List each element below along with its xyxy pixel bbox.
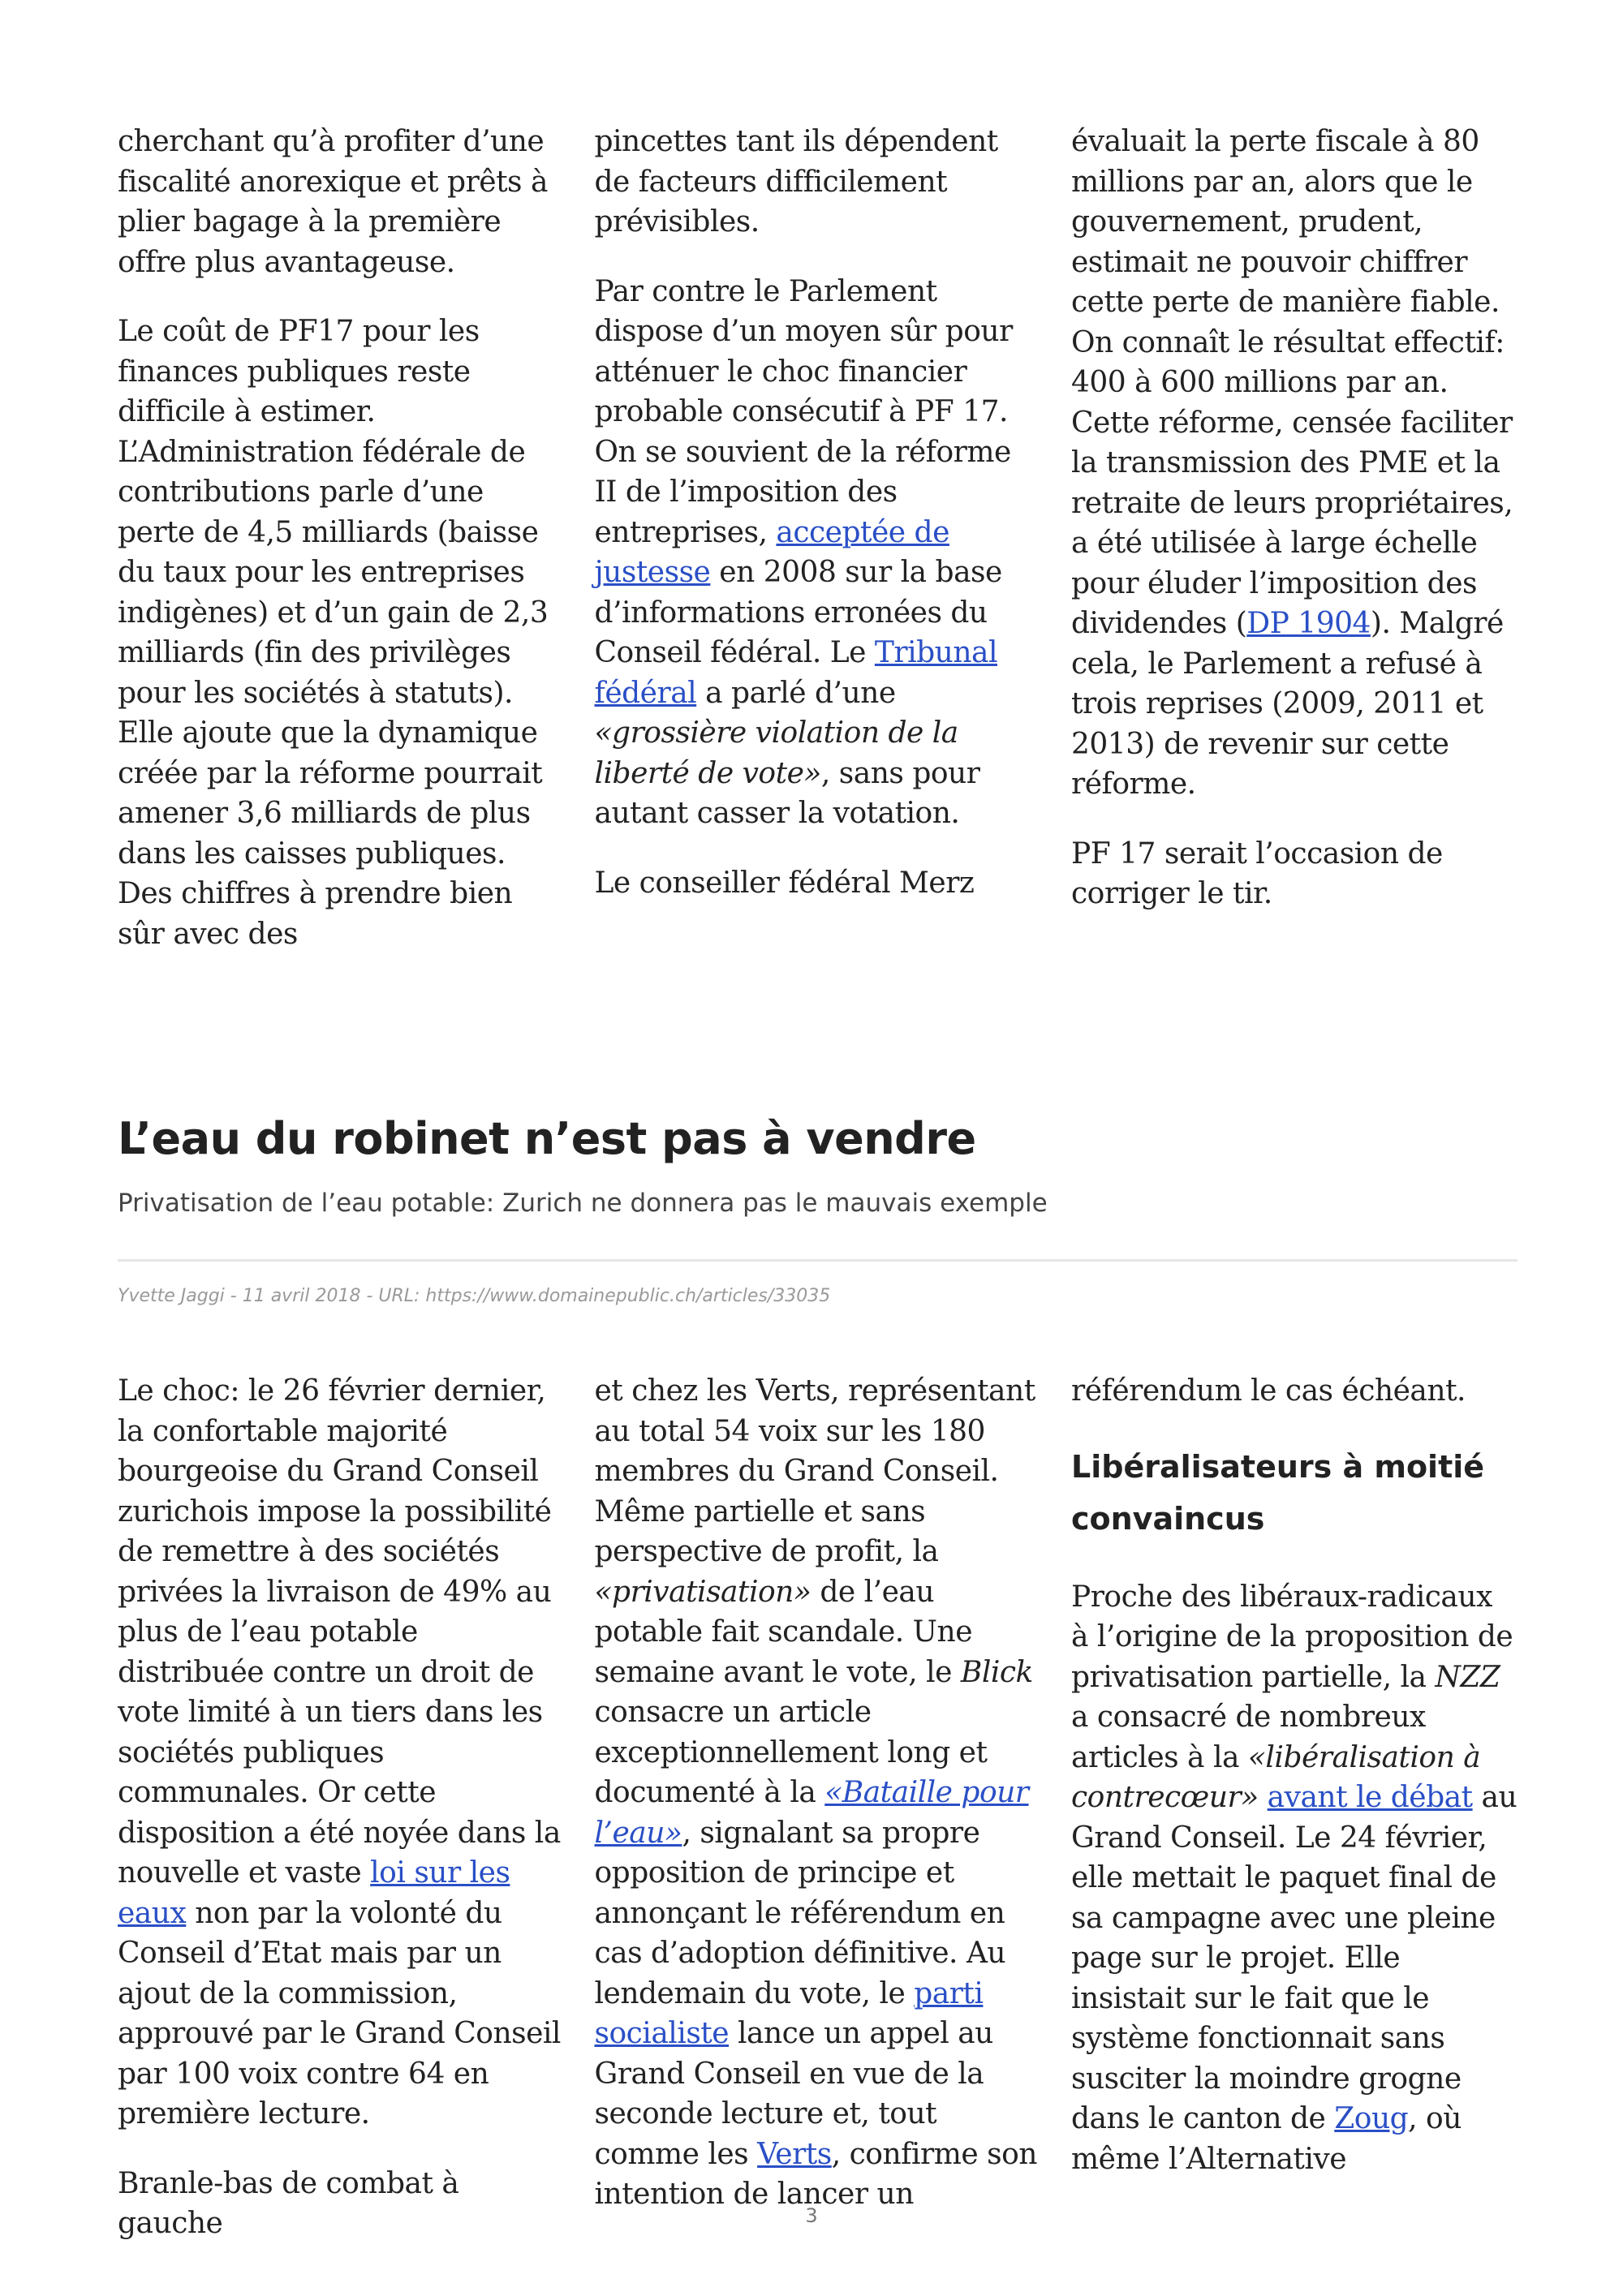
article-column-2	[595, 1371, 1041, 2244]
paragraph: pincettes tant ils dépendent de facteurs difficilement prévisibles.	[594, 125, 998, 239]
publication-name: Blick	[960, 1655, 1033, 1689]
paragraph: PF 17 serait l’occasion de corriger le tir.	[1071, 836, 1443, 910]
previous-article-column-3	[1071, 122, 1518, 954]
paragraph: cherchant qu’à profiter d’une fiscalité anorexique et prêts à plier bagage à la première offre plus avantageuse.	[118, 125, 548, 279]
previous-article-column-1	[118, 122, 564, 954]
paragraph: Proche des libéraux-radicaux à l’origine de la proposition de privatisation partielle, la NZZ a consacré de nombreux articles à la «libéralisation à contrecœur» avant le débat au Grand Conseil. Le 24 février, elle mettait le paquet final de sa campagne avec une pleine page sur le projet. Elle insistait sur le fait que le système fonctionnait sans susciter la moindre grogne dans le canton de Zoug, où même l’Alternative	[1071, 1580, 1518, 2176]
article-subtitle: Privatisation de l’eau potable: Zurich ne donnera pas le mauvais exemple	[118, 1189, 1048, 1218]
link-tribunal-federal[interactable]: Tribunal fédéral	[594, 636, 997, 710]
article-meta: Yvette Jaggi - 11 avril 2018 - URL: https://www.domainepublic.ch/articles/33035	[118, 1286, 831, 1306]
paragraph: référendum le cas échéant.	[1071, 1374, 1466, 1408]
paragraph: Par contre le Parlement dispose d’un moyen sûr pour atténuer le choc financier probable consécutif à PF 17. On se souvient de la réforme II de l’imposition des entreprises, acceptée de justesse en 2008 sur la base d’informations erronées du Conseil fédéral. Le Tribunal fédéral a parlé d’une «grossière violation de la liberté de vote», sans pour autant casser la votation.	[594, 274, 1013, 830]
paragraph: et chez les Verts, représentant au total 54 voix sur les 180 membres du Grand Conseil. Même partielle et sans perspective de profit, la «privatisation» de l’eau potable fait scandale. Une semaine avant le vote, le Blick consacre un article exceptionnellement long et documenté à la «Bataille pour l’eau», signalant sa propre opposition de principe et annonçant le référendum en cas d’adoption définitive. Au lendemain du vote, le parti socialiste lance un appel au Grand Conseil en vue de la seconde lecture et, tout comme les Verts, confirme son intention de lancer un	[594, 1374, 1037, 2211]
quote: «privatisation»	[594, 1575, 812, 1609]
article-column-3	[1071, 1371, 1518, 2244]
link-acceptee-de-justesse[interactable]: acceptée de justesse	[594, 515, 949, 589]
page-number: 3	[805, 2204, 818, 2227]
link-zoug[interactable]: Zoug	[1334, 2102, 1409, 2135]
link-dp-1904[interactable]: DP 1904	[1246, 607, 1371, 640]
paragraph: Le coût de PF17 pour les finances publiques reste difficile à estimer. L’Administration fédérale de contributions parle d’une perte de 4,5 milliards (baisse du taux pour les entreprises indigènes) et d’un gain de 2,3 milliards (fin des privilèges pour les sociétés à statuts). Elle ajoute que la dynamique créée par la réforme pourrait amener 3,6 milliards de plus dans les caisses publiques. Des chiffres à prendre bien sûr avec des	[118, 315, 549, 951]
paragraph: évaluait la perte fiscale à 80 millions par an, alors que le gouvernement, prudent, estimait ne pouvoir chiffrer cette perte de manière fiable. On connaît le résultat effectif: 400 à 600 millions par an. Cette réforme, censée faciliter la transmission des PME et la retraite de leurs propriétaires, a été utilisée à large échelle pour éluder l’imposition des dividendes (DP 1904). Malgré cela, le Parlement a refusé à trois reprises (2009, 2011 et 2013) de revenir sur cette réforme.	[1071, 125, 1513, 801]
article-column-1	[118, 1371, 564, 2244]
article-columns	[118, 1371, 1518, 2244]
quote: «libéralisation à contrecœur»	[1071, 1740, 1481, 1814]
link-parti-socialiste[interactable]: parti socialiste	[594, 1976, 984, 2050]
paragraph: Branle-bas de combat à gauche	[118, 2166, 459, 2240]
publication-name: NZZ	[1435, 1660, 1500, 1694]
header-divider	[118, 1259, 1518, 1262]
previous-article-columns	[118, 122, 1518, 954]
link-loi-sur-les-eaux[interactable]: loi sur les eaux	[118, 1856, 510, 1930]
link-verts[interactable]: Verts	[757, 2137, 832, 2171]
article-title: L’eau du robinet n’est pas à vendre	[118, 1113, 976, 1164]
paragraph: Le choc: le 26 février dernier, la confortable majorité bourgeoise du Grand Conseil zurichois impose la possibilité de remettre à des sociétés privées la livraison de 49% au plus de l’eau potable distribuée contre un droit de vote limité à un tiers dans les sociétés publiques communales. Or cette disposition a été noyée dans la nouvelle et vaste loi sur les eaux non par la volonté du Conseil d’Etat mais par un ajout de la commission, approuvé par le Grand Conseil par 100 voix contre 64 en première lecture.	[118, 1374, 561, 2130]
section-heading: Libéralisateurs à moitié convaincus	[1071, 1448, 1485, 1537]
link-bataille-pour-leau[interactable]: «Bataille pour l’eau»	[594, 1776, 1029, 1850]
previous-article-column-2	[595, 122, 1041, 954]
paragraph: Le conseiller fédéral Merz	[594, 866, 975, 900]
link-avant-le-debat[interactable]: avant le débat	[1267, 1781, 1473, 1814]
quote: «grossière violation de la liberté de vote»	[594, 716, 958, 790]
